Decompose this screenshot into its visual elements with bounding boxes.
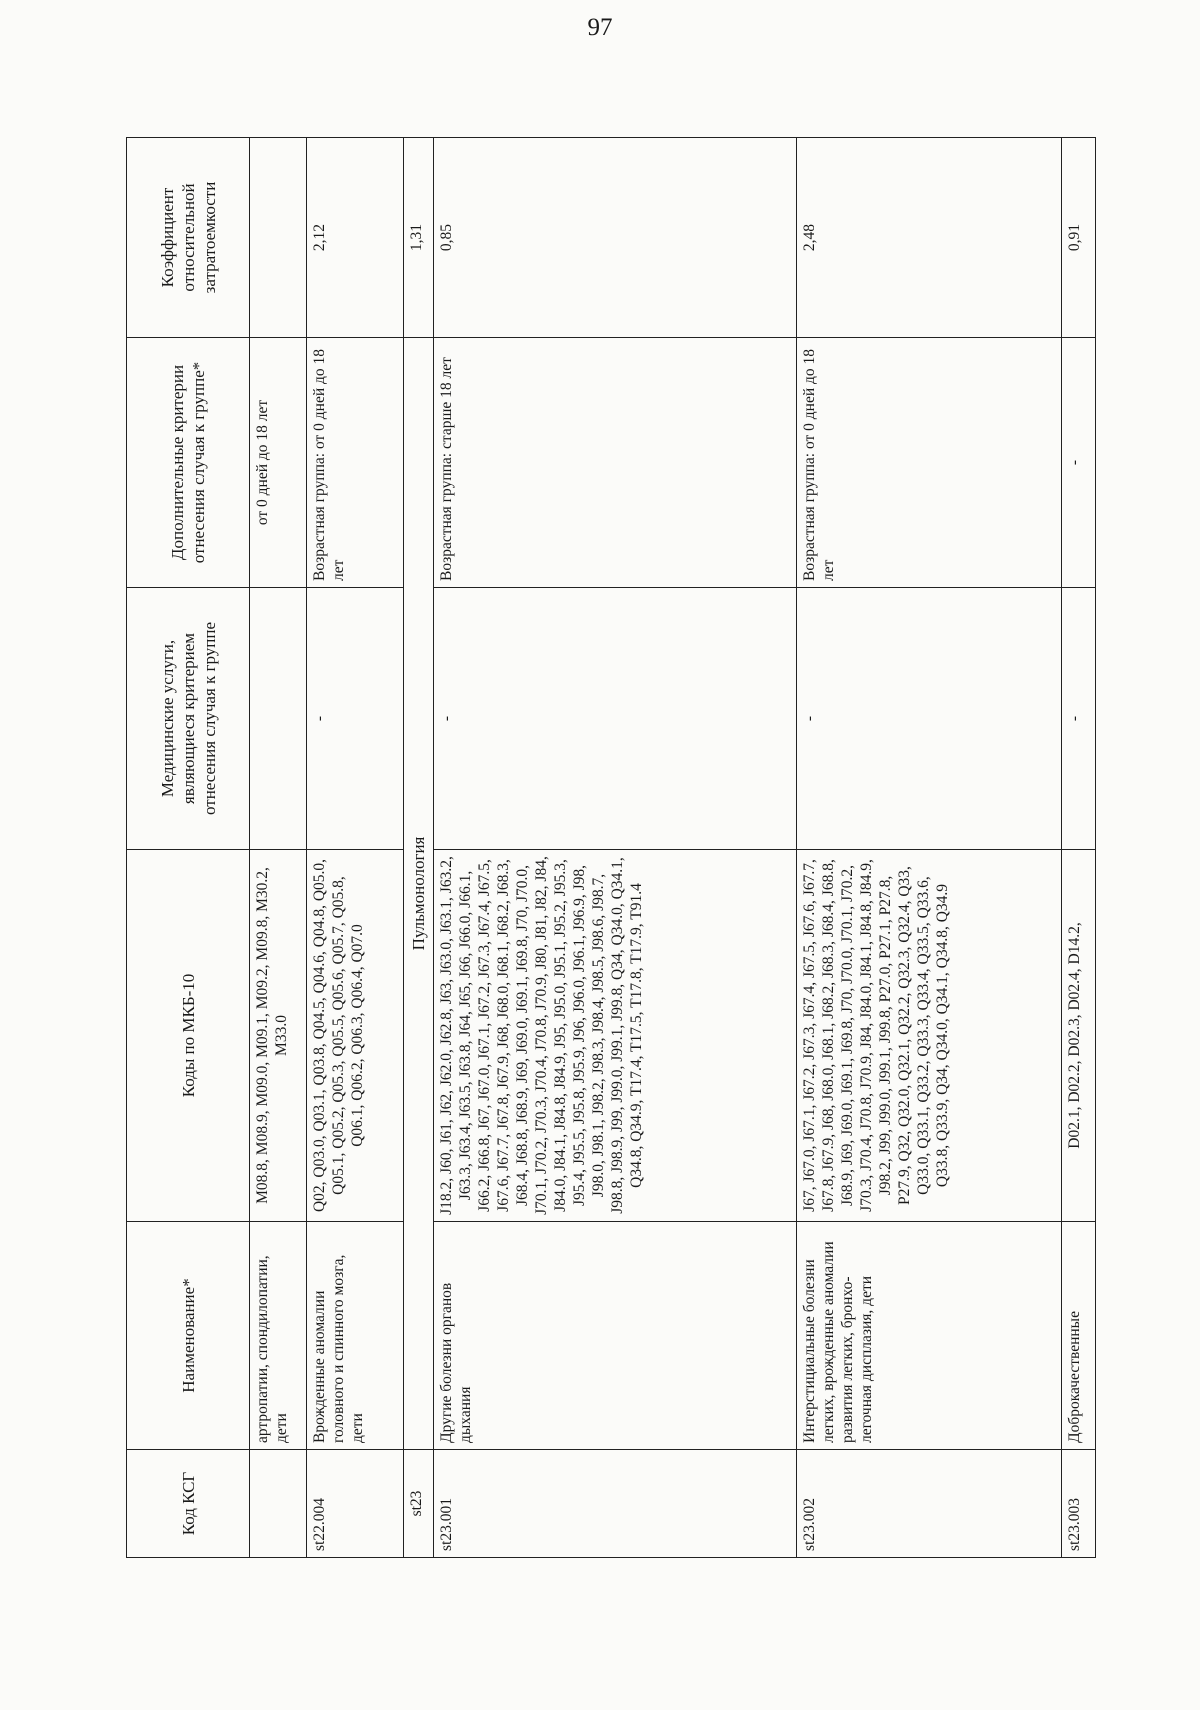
cell-coef: 0,85 (433, 138, 796, 338)
header-icd: Коды по МКБ-10 (127, 850, 250, 1222)
ksg-table (126, 137, 1096, 1558)
header-coef: Коэффициент относительной затратоемкости (127, 138, 250, 338)
cell-icd: J18.2, J60, J61, J62, J62.0, J62.8, J63, J63.0, J63.1, J63.2, J63.3, J63.4, J63.5, J63.8, J64, J65, J66, J66.0, J66.1, J66.2, J66.8, J67, J67.0, J67.1, J67.2, J67.3, J67.4, J67.5, J67.6, J67.7, J67.8, J67.9, J68, J68.0, J68.1, J68.2, J68.3, J68.4, J68.8, J68.9, J69, J69.0, J69.1, J69.8, J70, J70.0, J70.1, J70.2, J70.3, J70.4, J70.8, J70.9, J80, J81, J82, J84, J84.0, J84.1, J84.8, J84.9, J95, J95.0, J95.1, J95.2, J95.3, J95.4, J95.5, J95.8, J95.9, J96, J96.0, J96.1, J96.9, J98, J98.0, J98.1, J98.2, J98.3, J98.4, J98.5, J98.6, J98.7, J98.8, J98.9, J99, J99.0, J99.1, J99.8, Q34, Q34.0, Q34.1, Q34.8, Q34.9, T17.4, T17.5, T17.8, T17.9, T91.4 (433, 850, 796, 1222)
header-code: Код КСГ (127, 1450, 250, 1558)
cell-code: st23.002 (797, 1450, 1061, 1558)
cell-services: - (306, 588, 403, 850)
cell-criteria: Возрастная группа: старше 18 лет (433, 338, 796, 588)
rotated-table-container (126, 138, 1096, 1558)
header-services: Медицинские услуги, являющиеся критерием отнесения случая к группе (127, 588, 250, 850)
header-name: Наименование* (127, 1222, 250, 1450)
cell-code: st22.004 (306, 1450, 403, 1558)
cell-name: Доброкачественные (1061, 1222, 1095, 1450)
cell-services (250, 588, 307, 850)
cell-code (250, 1450, 307, 1558)
cell-name: артропатии, спондилопатии, дети (250, 1222, 307, 1450)
cell-services: - (1061, 588, 1095, 850)
page-number: 97 (587, 14, 613, 41)
cell-icd: J67, J67.0, J67.1, J67.2, J67.3, J67.4, J67.5, J67.6, J67.7, J67.8, J67.9, J68, J68.0, J68.1, J68.2, J68.3, J68.4, J68.8, J68.9, J69, J69.0, J69.1, J69.8, J70, J70.0, J70.1, J70.2, J70.3, J70.4, J70.8, J70.9, J84, J84.0, J84.1, J84.8, J84.9, J98.2, J99, J99.0, J99.1, J99.8, P27.0, P27.1, P27.8, P27.9, Q32, Q32.0, Q32.1, Q32.2, Q32.3, Q32.4, Q33, Q33.0, Q33.1, Q33.2, Q33.3, Q33.4, Q33.5, Q33.6, Q33.8, Q33.9, Q34, Q34.0, Q34.1, Q34.8, Q34.9 (797, 850, 1061, 1222)
cell-criteria: - (1061, 338, 1095, 588)
section-coef: 1,31 (403, 138, 433, 338)
cell-services: - (433, 588, 796, 850)
table-row (306, 138, 403, 1558)
cell-code: st23.003 (1061, 1450, 1095, 1558)
cell-coef: 2,12 (306, 138, 403, 338)
header-criteria: Дополнительные критерии отнесения случая к группе* (127, 338, 250, 588)
cell-icd: Q02, Q03.0, Q03.1, Q03.8, Q04.5, Q04.6, Q04.8, Q05.0, Q05.1, Q05.2, Q05.3, Q05.5, Q05.6, Q05.7, Q05.8, Q06.1, Q06.2, Q06.3, Q06.4, Q07.0 (306, 850, 403, 1222)
cell-coef (250, 138, 307, 338)
section-row (403, 138, 433, 1558)
table-row (250, 138, 307, 1558)
cell-name: Врожденные аномалии головного и спинного мозга, дети (306, 1222, 403, 1450)
cell-criteria: Возрастная группа: от 0 дней до 18 лет (797, 338, 1061, 588)
cell-criteria: Возрастная группа: от 0 дней до 18 лет (306, 338, 403, 588)
cell-icd: M08.8, M08.9, M09.0, M09.1, M09.2, M09.8, M30.2, M33.0 (250, 850, 307, 1222)
section-code: st23 (403, 1450, 433, 1558)
cell-coef: 0,91 (1061, 138, 1095, 338)
section-title: Пульмонология (403, 338, 433, 1450)
table-row (797, 138, 1061, 1558)
table-row (433, 138, 796, 1558)
cell-icd: D02.1, D02.2, D02.3, D02.4, D14.2, (1061, 850, 1095, 1222)
cell-name: Интерстициальные болезни легких, врожденные аномалии развития легких, бронхо-легочная дисплазия, дети (797, 1222, 1061, 1450)
cell-services: - (797, 588, 1061, 850)
cell-code: st23.001 (433, 1450, 796, 1558)
cell-name: Другие болезни органов дыхания (433, 1222, 796, 1450)
cell-coef: 2,48 (797, 138, 1061, 338)
table-header-row (127, 138, 250, 1558)
cell-criteria: от 0 дней до 18 лет (250, 338, 307, 588)
table-row (1061, 138, 1095, 1558)
